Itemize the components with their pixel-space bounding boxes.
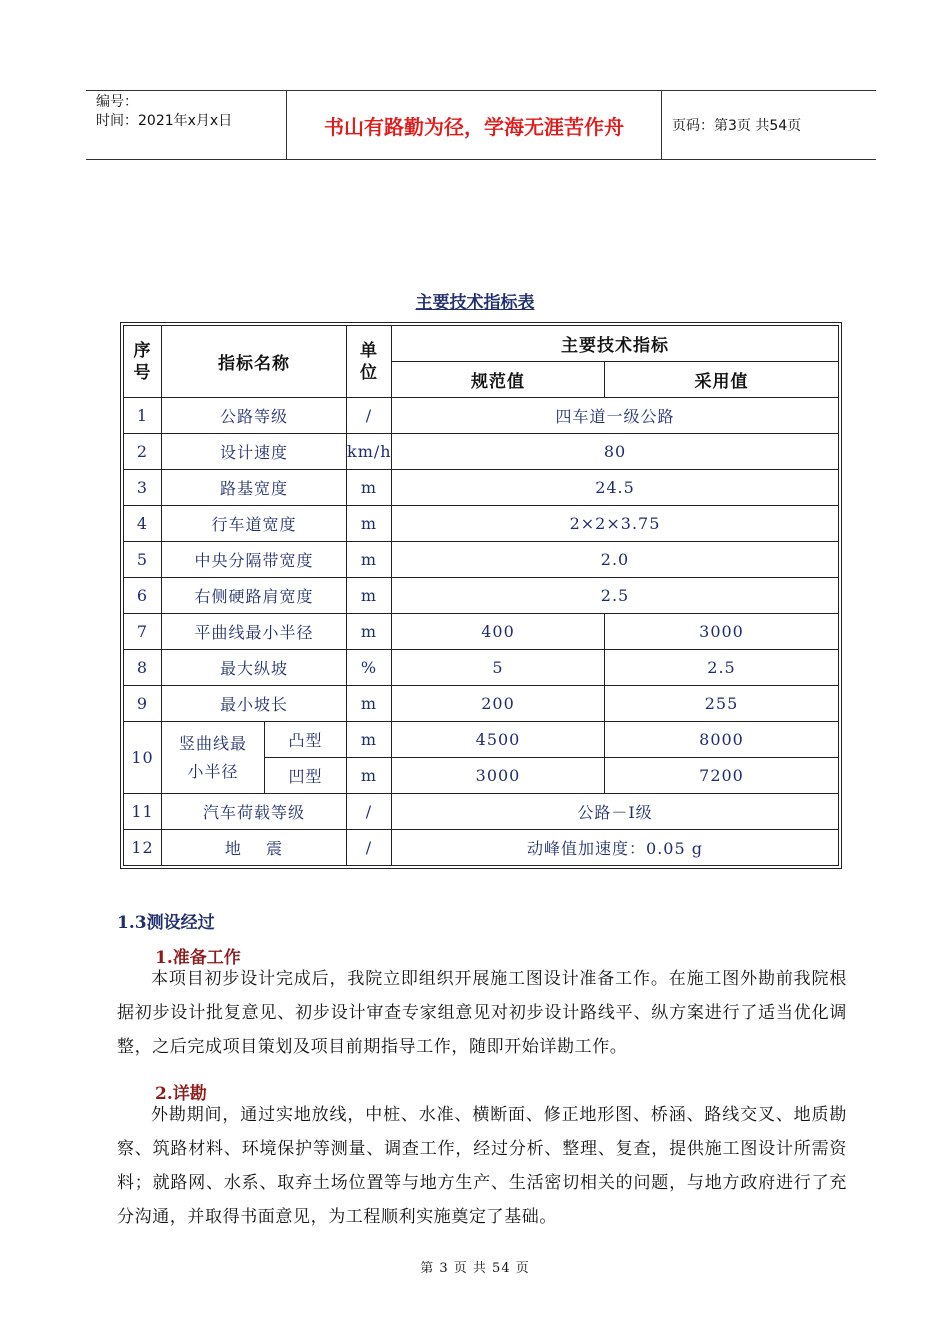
header-page-label: 页码：第3页 共54页 [672,118,802,134]
header-motto: 书山有路勤为径，学海无涯苦作舟 [287,91,662,159]
page-header [86,90,876,160]
table-row [124,506,839,542]
table-title-text: 主要技术指标表 [415,293,535,313]
row-name: 最小坡长 [162,686,347,722]
table-row [124,434,839,470]
header-seq-text: 序号 [133,340,152,383]
header-group: 主要技术指标 [392,326,839,362]
paragraph-prep: 本项目初步设计完成后，我院立即组织开展施工图设计准备工作。在施工图外勘前我院根据初步设计批复意见、初步设计审查专家组意见对初步设计路线平、纵方案进行了适当优化调整，之后完成项目策划及项目前期指导工作，随即开始详勘工作。 [117,969,847,1057]
table-title [0,288,950,313]
row-name: 汽车荷载等级 [162,794,347,830]
row-unit: m [347,578,392,614]
row-adopt: 7200 [605,758,839,794]
row-name [162,722,265,794]
subsection-heading-survey: 2.详勘 [155,1084,207,1104]
row-name: 公路等级 [162,398,347,434]
table-row [124,470,839,506]
subsection-heading-prep: 1.准备工作 [155,948,241,968]
table-header-row [124,326,839,362]
table-row [124,650,839,686]
row-name-text: 竖曲线最小半径 [178,733,247,781]
row-value: 24.5 [392,470,839,506]
row-value: 2.5 [392,578,839,614]
row-unit: m [347,506,392,542]
row-unit: / [347,398,392,434]
row-unit: / [347,830,392,866]
row-std: 400 [392,614,605,650]
header-meta [86,91,287,159]
row-name: 中央分隔带宽度 [162,542,347,578]
table-row [124,542,839,578]
header-seq [124,326,162,398]
row-no: 5 [124,542,162,578]
header-adopt: 采用值 [605,362,839,398]
row-adopt: 3000 [605,614,839,650]
row-unit: m [347,542,392,578]
row-no: 6 [124,578,162,614]
table-row [124,722,839,758]
row-std: 3000 [392,758,605,794]
header-std: 规范值 [392,362,605,398]
table-row [124,686,839,722]
row-no: 9 [124,686,162,722]
row-unit: m [347,758,392,794]
section-heading: 1.3测设经过 [117,913,215,933]
row-std: 4500 [392,722,605,758]
row-std: 5 [392,650,605,686]
row-no: 8 [124,650,162,686]
row-name: 路基宽度 [162,470,347,506]
row-value: 动峰值加速度：0.05 g [392,830,839,866]
row-no: 7 [124,614,162,650]
header-name: 指标名称 [162,326,347,398]
row-value: 2×2×3.75 [392,506,839,542]
header-time-label: 时间：2021年x月x日 [96,113,233,129]
row-value: 2.0 [392,542,839,578]
row-subname: 凹型 [265,758,347,794]
row-name: 设计速度 [162,434,347,470]
row-no: 1 [124,398,162,434]
row-name: 平曲线最小半径 [162,614,347,650]
row-unit: m [347,686,392,722]
header-unit [347,326,392,398]
spec-table [123,325,839,866]
table-row [124,794,839,830]
row-value: 公路－I级 [392,794,839,830]
table-row [124,830,839,866]
row-unit: m [347,614,392,650]
row-adopt: 255 [605,686,839,722]
row-no: 12 [124,830,162,866]
table-row [124,578,839,614]
row-no: 4 [124,506,162,542]
table-row [124,398,839,434]
row-unit: m [347,722,392,758]
row-adopt: 2.5 [605,650,839,686]
row-unit: / [347,794,392,830]
header-unit-text: 单位 [360,340,378,383]
row-no: 3 [124,470,162,506]
row-no: 10 [124,722,162,794]
row-no: 11 [124,794,162,830]
row-name: 地 震 [162,830,347,866]
row-name: 右侧硬路肩宽度 [162,578,347,614]
header-number-label: 编号： [96,94,138,110]
row-subname: 凸型 [265,722,347,758]
row-value: 80 [392,434,839,470]
paragraph-survey: 外勘期间，通过实地放线，中桩、水准、横断面、修正地形图、桥涵、路线交叉、地质勘察、筑路材料、环境保护等测量、调查工作，经过分析、整理、复查，提供施工图设计所需资料；就路网、水系、取弃土场位置等与地方生产、生活密切相关的问题，与地方政府进行了充分沟通，并取得书面意见，为工程顺利实施奠定了基础。 [117,1105,847,1227]
row-unit: % [347,650,392,686]
row-name: 行车道宽度 [162,506,347,542]
table-row [124,614,839,650]
row-unit: km/h [347,434,392,470]
row-name: 最大纵坡 [162,650,347,686]
row-value: 四车道一级公路 [392,398,839,434]
row-adopt: 8000 [605,722,839,758]
page-footer: 第 3 页 共 54 页 [420,1261,530,1276]
row-no: 2 [124,434,162,470]
row-std: 200 [392,686,605,722]
row-unit: m [347,470,392,506]
